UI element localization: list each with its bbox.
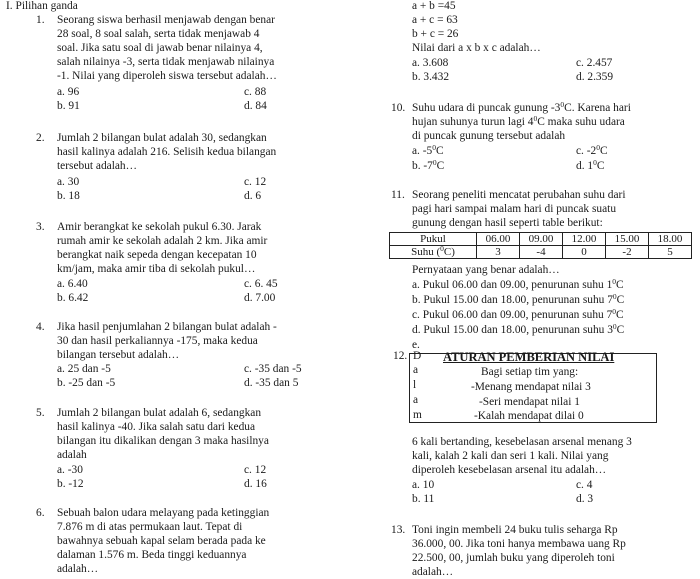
equation: a + c = 63 [412, 14, 458, 26]
question-text: di puncak gunung tersebut adalah [412, 130, 566, 142]
option-a[interactable]: a. 6.40 [57, 278, 88, 290]
option-d[interactable]: d. -35 dan 5 [244, 377, 299, 389]
option-e[interactable]: e. [412, 339, 420, 351]
question-text: 6 kali bertanding, kesebelasan arsenal menang 3 [412, 436, 632, 448]
question-text: pagi hari sampai malam hari di puncak suatu [412, 203, 617, 215]
option-b[interactable]: b. $-7^0C$ [412, 158, 445, 172]
option-d[interactable]: d. 16 [244, 478, 267, 490]
question-text: adalah… [57, 563, 99, 575]
option-b[interactable]: b. 3.432 [412, 71, 450, 83]
option-c[interactable]: c. 88 [244, 86, 267, 98]
question-text: diperoleh kesebelasan arsenal itu adalah… [412, 464, 607, 476]
option-d[interactable]: d. 2.359 [576, 71, 614, 83]
option-d[interactable]: d. 3 [576, 493, 594, 505]
question-text: 22.500, 00, jumlah buku yang diperoleh toni [412, 552, 615, 564]
side-letter: m [413, 409, 422, 421]
option-d[interactable]: d. $1^0C$ [576, 158, 605, 172]
question-text: Nilai dari a x b x c adalah… [412, 42, 541, 54]
question-text: 7.876 m di atas permukaan laut. Tepat di [57, 521, 243, 533]
question-number: 10. [391, 102, 406, 114]
option-a[interactable]: a. $-5^0C$ [412, 143, 444, 157]
option-c[interactable]: c. 6. 45 [244, 278, 278, 290]
side-letter: D [413, 350, 422, 362]
question-text: Jumlah 2 bilangan bulat adalah 6, sedangkan [57, 407, 262, 419]
question-number: 1. [36, 14, 45, 26]
option-a[interactable]: a. 3.608 [412, 57, 449, 69]
question-text: Sebuah balon udara melayang pada ketinggian [57, 507, 270, 519]
table-header-cell: 18.00 [649, 233, 692, 246]
question-text: adalah… [412, 566, 454, 578]
question-text: -1. Nilai yang diperoleh siswa tersebut adalah… [57, 70, 277, 82]
option-a[interactable]: a. 96 [57, 86, 80, 98]
question-text: Seorang peneliti mencatat perubahan suhu dari [412, 189, 626, 201]
option-d[interactable]: d. 7.00 [244, 292, 276, 304]
option-a[interactable]: a. 30 [57, 176, 80, 188]
option-a[interactable]: a. 25 dan -5 [57, 363, 111, 375]
question-text: gunung dengan hasil seperti table berikut: [412, 217, 603, 229]
question-number: 5. [36, 407, 45, 419]
temperature-table [389, 232, 692, 259]
option-b[interactable]: b. 91 [57, 100, 80, 112]
question-text: kali, kalah 2 kali dan seri 1 kali. Nilai yang [412, 450, 609, 462]
question-text: salah nilainya -3, serta tidak menjawab nilainya [57, 56, 275, 68]
question-text: Jumlah 2 bilangan bulat adalah 30, sedangkan [57, 132, 267, 144]
question-number: 2. [36, 132, 45, 144]
side-letter: a [413, 364, 419, 376]
option-b[interactable]: b. 18 [57, 190, 80, 202]
question-text: Jika hasil penjumlahan 2 bilangan bulat adalah - [57, 321, 277, 333]
option-d[interactable]: d. 84 [244, 100, 267, 112]
table-cell: 3 [477, 246, 520, 259]
question-text: adalah [57, 449, 87, 461]
question-text: soal. Jika satu soal di jawab benar nilainya 4, [57, 42, 263, 54]
question-text: 28 soal, 8 soal salah, serta tidak menjawab 4 [57, 28, 260, 40]
question-text: hujan suhunya turun lagi $4^0C$ maka suhu udara [412, 114, 625, 128]
equation: a + b =45 [412, 0, 456, 12]
question-number: 4. [36, 321, 45, 333]
question-number: 13. [391, 524, 406, 536]
question-text: km/jam, maka amir tiba di sekolah pukul… [57, 263, 256, 275]
option-c[interactable]: c. -35 dan -5 [244, 363, 302, 375]
question-number: 6. [36, 507, 45, 519]
option-c[interactable]: c. 12 [244, 464, 267, 476]
option-d[interactable]: d. Pukul 15.00 dan 18.00, penurunan suhu $3^0C$ [412, 322, 625, 336]
rule-line: -Seri mendapat nilai 1 [479, 396, 580, 408]
rules-title: ATURAN PEMBERIAN NILAI [443, 350, 615, 364]
option-c[interactable]: c. 4 [576, 479, 593, 491]
question-number: 12. [393, 350, 408, 362]
option-b[interactable]: b. 6.42 [57, 292, 89, 304]
question-text: Seorang siswa berhasil menjawab dengan benar [57, 14, 275, 26]
table-cell: -4 [520, 246, 563, 259]
question-text: dalaman 1.576 m. Beda tinggi keduannya [57, 549, 247, 561]
table-header-cell: 06.00 [477, 233, 520, 246]
question-text: Toni ingin membeli 24 buku tulis seharga Rp [412, 524, 618, 536]
question-text: hasil kalinya adalah 216. Selisih kedua bilangan [57, 146, 277, 158]
table-row [390, 246, 692, 259]
side-letter: a [413, 394, 419, 406]
question-text: rumah amir ke sekolah adalah 2 km. Jika amir [57, 235, 268, 247]
option-c[interactable]: c. 2.457 [576, 57, 613, 69]
option-a[interactable]: a. Pukul 06.00 dan 09.00, penurunan suhu $1^0C$ [412, 277, 624, 291]
question-text: Suhu udara di puncak gunung $-3^0C$. Karena hari [412, 100, 631, 114]
statement-prompt: Pernyataan yang benar adalah… [412, 264, 560, 276]
question-text: 30 dan hasil perkaliannya -175, maka kedua [57, 335, 258, 347]
option-b[interactable]: b. -25 dan -5 [57, 377, 116, 389]
question-text: hasil kalinya -40. Jika salah satu dari kedua [57, 421, 256, 433]
option-b[interactable]: b. Pukul 15.00 dan 18.00, penurunan suhu $7^0C$ [412, 292, 625, 306]
option-b[interactable]: b. 11 [412, 493, 435, 505]
option-b[interactable]: b. -12 [57, 478, 84, 490]
equation: b + c = 26 [412, 28, 459, 40]
question-number: 11. [391, 189, 405, 201]
option-d[interactable]: d. 6 [244, 190, 262, 202]
option-c[interactable]: c. 12 [244, 176, 267, 188]
question-text: berangkat naik sepeda dengan kecepatan 10 [57, 249, 257, 261]
question-text: 36.000, 00. Jika toni hanya membawa uang Rp [412, 538, 626, 550]
question-number: 3. [36, 221, 45, 233]
table-header-cell: 12.00 [563, 233, 606, 246]
rule-line: -Menang mendapat nilai 3 [471, 381, 591, 393]
option-c[interactable]: c. $-2^0C$ [576, 143, 608, 157]
option-a[interactable]: a. 10 [412, 479, 435, 491]
table-header-cell: 09.00 [520, 233, 563, 246]
rule-line: Bagi setiap tim yang: [481, 366, 579, 378]
question-text: bawahnya sebuah kapal selam berada pada ke [57, 535, 266, 547]
table-cell: -2 [606, 246, 649, 259]
section-title: I. Pilihan ganda [6, 0, 78, 12]
option-c[interactable]: c. Pukul 06.00 dan 09.00, penurunan suhu $7^0C$ [412, 307, 624, 321]
table-header-cell: 15.00 [606, 233, 649, 246]
table-cell: 5 [649, 246, 692, 259]
question-text: tersebut adalah… [57, 160, 138, 172]
question-text: bilangan itu dikalikan dengan 3 maka hasilnya [57, 435, 269, 447]
rule-line: -Kalah mendapat dilai 0 [474, 410, 584, 422]
table-row-label: Suhu ($^0$C) [390, 246, 477, 259]
table-row [390, 233, 692, 246]
question-text: Amir berangkat ke sekolah pukul 6.30. Jarak [57, 221, 262, 233]
table-cell: 0 [563, 246, 606, 259]
option-a[interactable]: a. -30 [57, 464, 83, 476]
table-header-cell: Pukul [390, 233, 477, 246]
side-letter: l [413, 379, 417, 391]
question-text: bilangan tersebut adalah… [57, 349, 180, 361]
